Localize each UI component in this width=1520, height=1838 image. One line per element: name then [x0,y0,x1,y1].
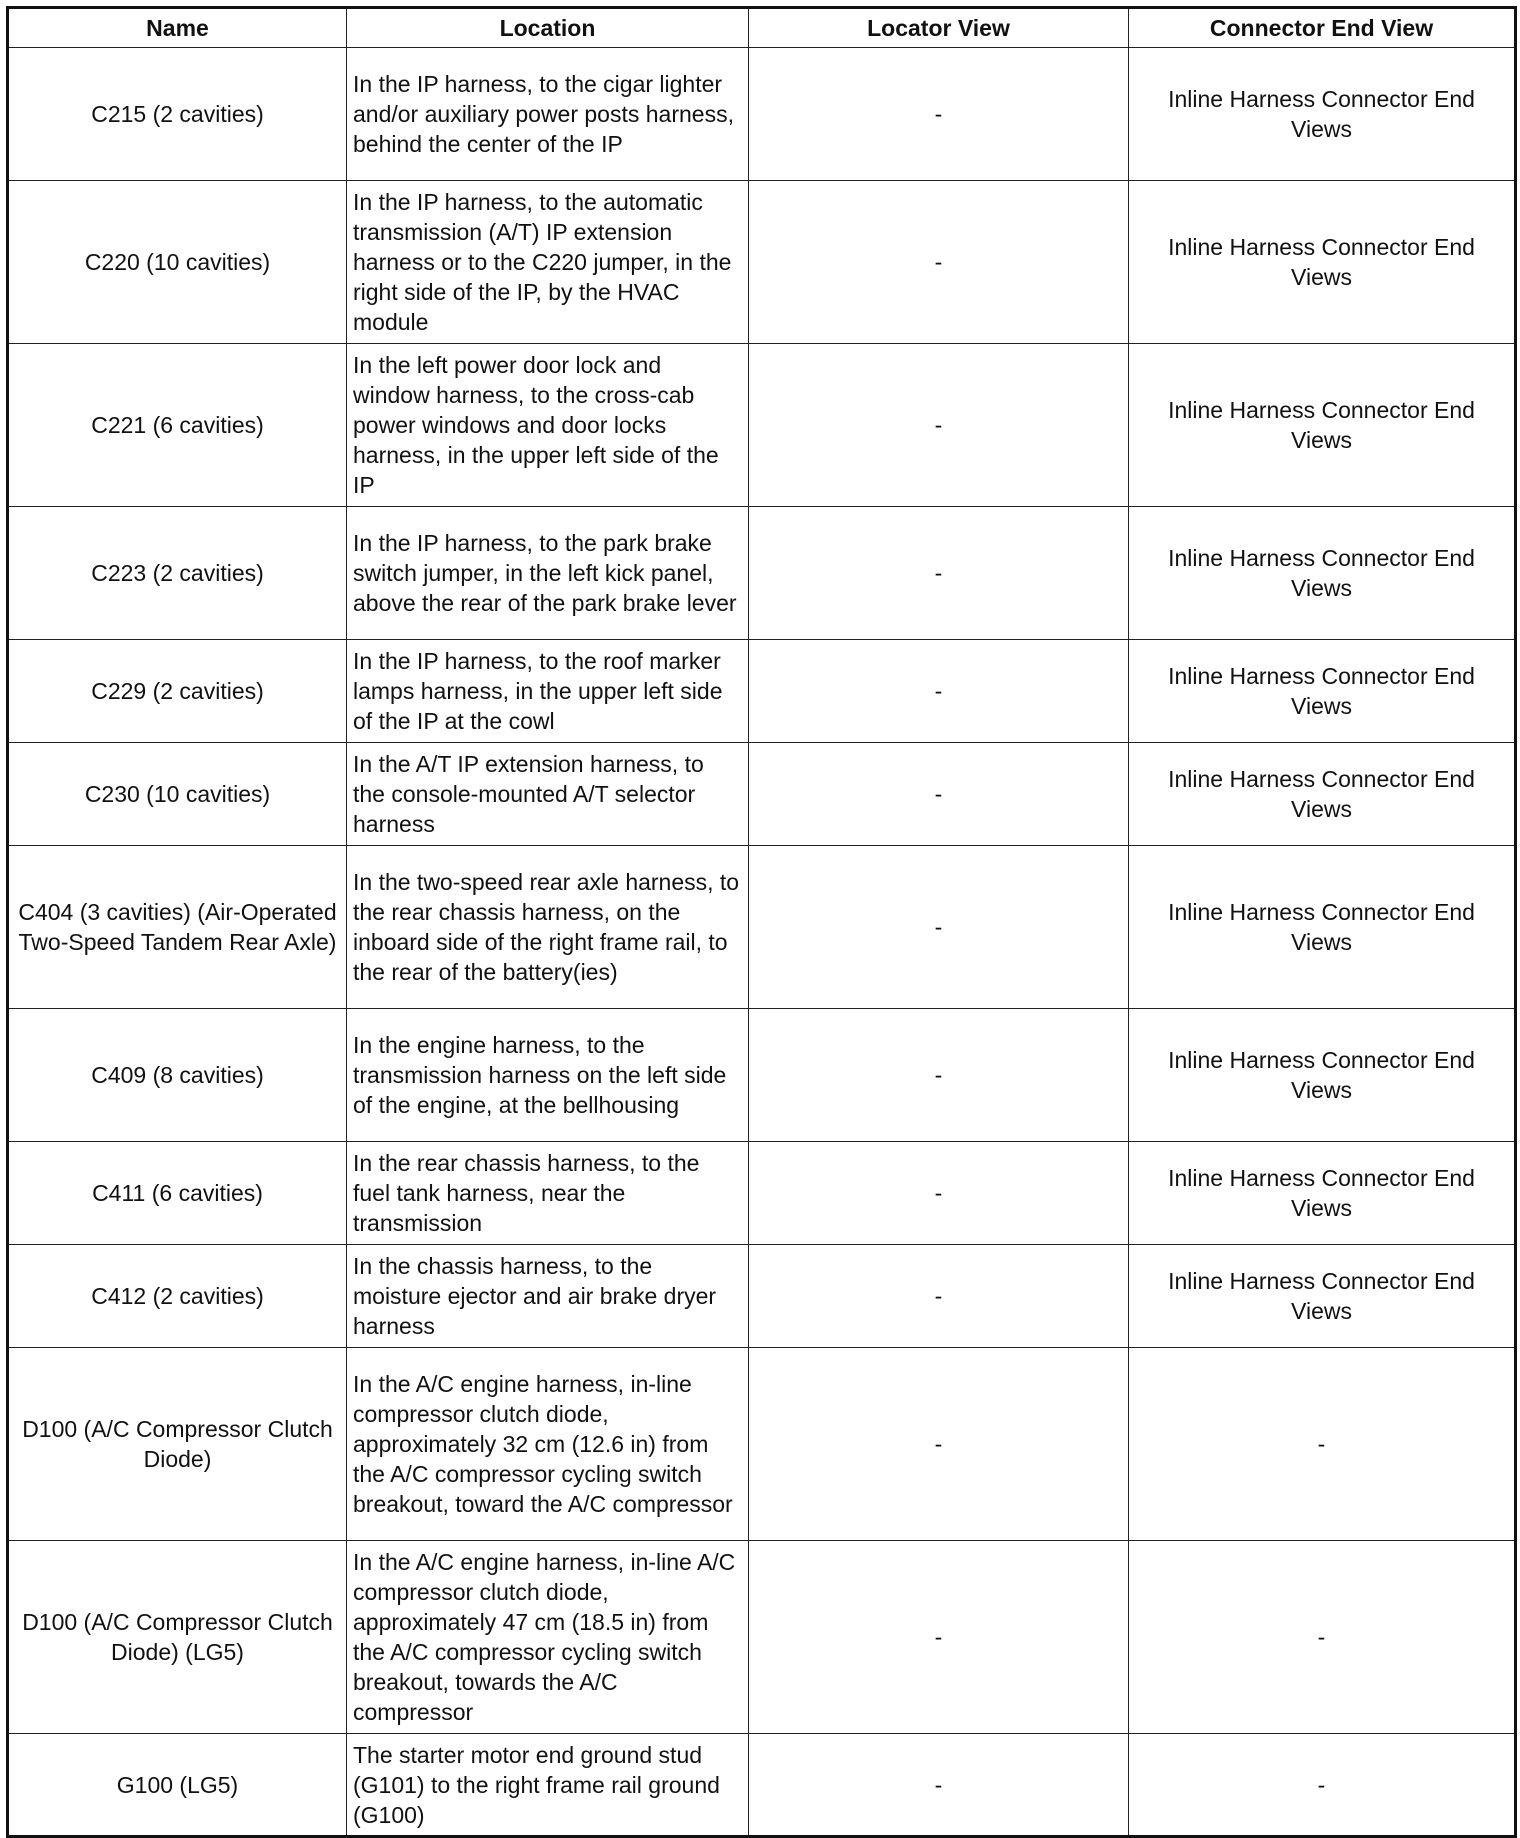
cell-connector-end-view[interactable]: Inline Harness Connector End Views [1129,640,1516,743]
table-row [8,181,1516,344]
cell-connector-end-view[interactable]: Inline Harness Connector End Views [1129,48,1516,181]
table-row [8,507,1516,640]
cell-name: D100 (A/C Compressor Clutch Diode) (LG5) [8,1541,347,1734]
cell-name: C404 (3 cavities) (Air-Operated Two-Speed Tandem Rear Axle) [8,846,347,1009]
table-row [8,1348,1516,1541]
cell-connector-end-view: - [1129,1734,1516,1837]
cell-name: G100 (LG5) [8,1734,347,1837]
table-row [8,846,1516,1009]
cell-location: In the IP harness, to the automatic transmission (A/T) IP extension harness or to the C220 jumper, in the right side of the IP, by the HVAC module [347,181,749,344]
cell-name: C229 (2 cavities) [8,640,347,743]
header-name: Name [8,8,347,48]
cell-name: C230 (10 cavities) [8,743,347,846]
cell-locator-view: - [749,344,1129,507]
table-row [8,48,1516,181]
table-row [8,743,1516,846]
cell-name: C220 (10 cavities) [8,181,347,344]
cell-location: In the rear chassis harness, to the fuel tank harness, near the transmission [347,1142,749,1245]
cell-locator-view: - [749,1009,1129,1142]
cell-location: In the left power door lock and window harness, to the cross-cab power windows and door locks harness, in the upper left side of the IP [347,344,749,507]
cell-name: C409 (8 cavities) [8,1009,347,1142]
cell-location: In the IP harness, to the park brake switch jumper, in the left kick panel, above the rear of the park brake lever [347,507,749,640]
cell-location: In the engine harness, to the transmission harness on the left side of the engine, at the bellhousing [347,1009,749,1142]
cell-connector-end-view[interactable]: Inline Harness Connector End Views [1129,507,1516,640]
table-row [8,344,1516,507]
cell-locator-view: - [749,181,1129,344]
cell-connector-end-view: - [1129,1348,1516,1541]
cell-locator-view: - [749,48,1129,181]
table-row [8,1142,1516,1245]
cell-location: In the IP harness, to the roof marker lamps harness, in the upper left side of the IP at the cowl [347,640,749,743]
header-connector-end-view: Connector End View [1129,8,1516,48]
cell-locator-view: - [749,743,1129,846]
cell-locator-view: - [749,1348,1129,1541]
table-row [8,1009,1516,1142]
cell-name: C221 (6 cavities) [8,344,347,507]
cell-name: C411 (6 cavities) [8,1142,347,1245]
table-row [8,640,1516,743]
cell-locator-view: - [749,846,1129,1009]
cell-connector-end-view[interactable]: Inline Harness Connector End Views [1129,181,1516,344]
header-location: Location [347,8,749,48]
cell-connector-end-view[interactable]: Inline Harness Connector End Views [1129,1142,1516,1245]
table-row [8,1734,1516,1837]
cell-location: In the A/T IP extension harness, to the console-mounted A/T selector harness [347,743,749,846]
cell-locator-view: - [749,1734,1129,1837]
cell-name: C215 (2 cavities) [8,48,347,181]
cell-connector-end-view[interactable]: Inline Harness Connector End Views [1129,1245,1516,1348]
cell-location: In the two-speed rear axle harness, to the rear chassis harness, on the inboard side of the right frame rail, to the rear of the battery(ies) [347,846,749,1009]
connector-table-container [6,6,1514,1838]
cell-locator-view: - [749,1245,1129,1348]
cell-connector-end-view[interactable]: Inline Harness Connector End Views [1129,846,1516,1009]
cell-name: C223 (2 cavities) [8,507,347,640]
header-row [8,8,1516,48]
connector-table [6,6,1517,1838]
cell-connector-end-view: - [1129,1541,1516,1734]
header-locator-view: Locator View [749,8,1129,48]
table-body [8,48,1516,1837]
table-row [8,1541,1516,1734]
cell-location: In the A/C engine harness, in-line A/C compressor clutch diode, approximately 47 cm (18.5 in) from the A/C compressor cycling switch breakout, towards the A/C compressor [347,1541,749,1734]
table-header [8,8,1516,48]
cell-connector-end-view[interactable]: Inline Harness Connector End Views [1129,743,1516,846]
cell-connector-end-view[interactable]: Inline Harness Connector End Views [1129,1009,1516,1142]
cell-location: In the IP harness, to the cigar lighter and/or auxiliary power posts harness, behind the center of the IP [347,48,749,181]
cell-name: D100 (A/C Compressor Clutch Diode) [8,1348,347,1541]
cell-location: In the chassis harness, to the moisture ejector and air brake dryer harness [347,1245,749,1348]
cell-locator-view: - [749,507,1129,640]
cell-name: C412 (2 cavities) [8,1245,347,1348]
cell-locator-view: - [749,1541,1129,1734]
cell-locator-view: - [749,640,1129,743]
table-row [8,1245,1516,1348]
cell-connector-end-view[interactable]: Inline Harness Connector End Views [1129,344,1516,507]
cell-location: In the A/C engine harness, in-line compressor clutch diode, approximately 32 cm (12.6 in) from the A/C compressor cycling switch breakout, toward the A/C compressor [347,1348,749,1541]
cell-location: The starter motor end ground stud (G101) to the right frame rail ground (G100) [347,1734,749,1837]
cell-locator-view: - [749,1142,1129,1245]
